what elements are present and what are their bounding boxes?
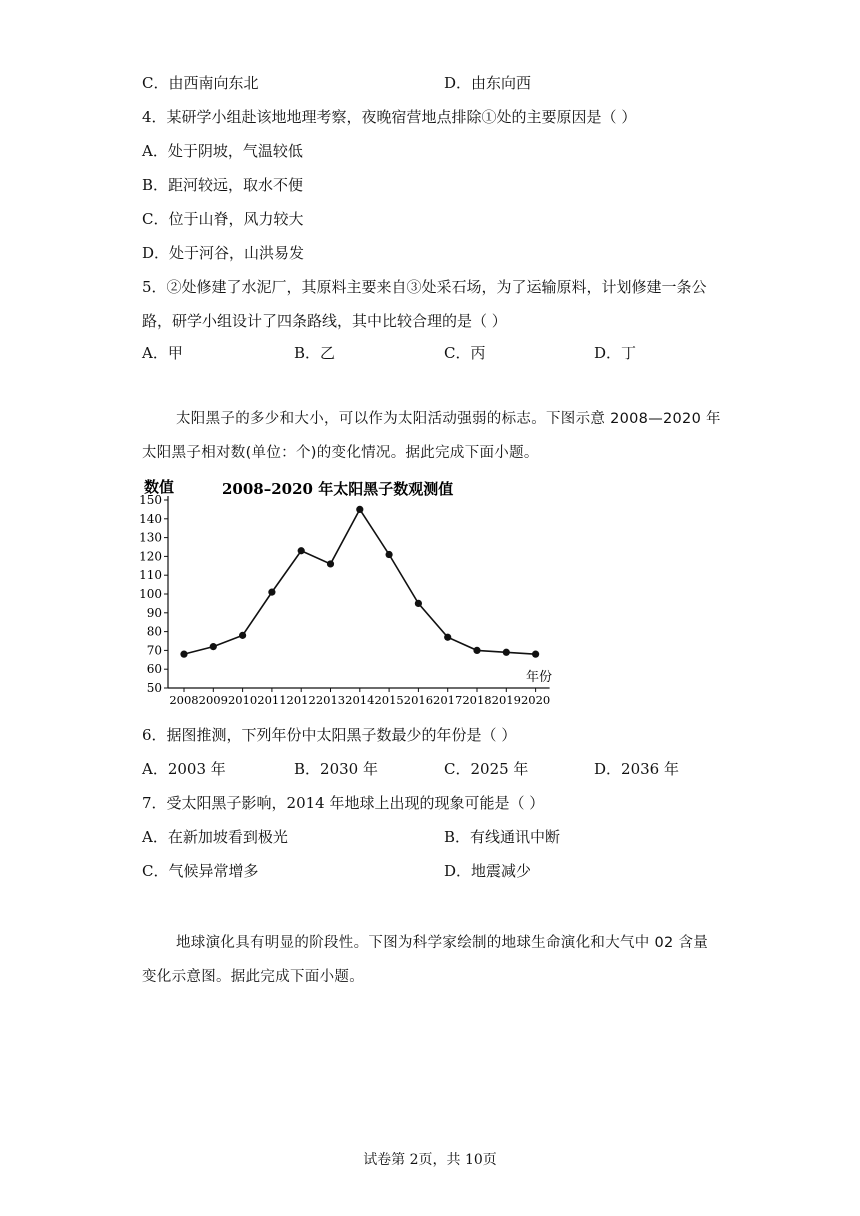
- q6-option-c: C．2025 年: [444, 760, 529, 778]
- x-tick-label: 2018: [462, 693, 492, 707]
- q4-option-b: B．距河较远，取水不便: [142, 176, 304, 194]
- data-point: [444, 634, 451, 641]
- sunspot-intro-line1: 太阳黑子的多少和大小，可以作为太阳活动强弱的标志。下图示意 2008—2020 年: [176, 411, 721, 427]
- sunspot-intro-line2: 太阳黑子相对数(单位：个)的变化情况。据此完成下面小题。: [142, 445, 539, 461]
- y-tick-label: 120: [139, 549, 162, 564]
- data-point: [473, 647, 480, 654]
- data-point: [180, 651, 187, 658]
- data-point: [239, 632, 246, 639]
- y-tick-label: 90: [146, 605, 162, 620]
- x-tick-label: 2013: [315, 693, 346, 707]
- q5-option-b: B．乙: [294, 344, 336, 362]
- q6-option-b: B．2030 年: [294, 760, 378, 778]
- q7-option-b: B．有线通讯中断: [444, 828, 561, 846]
- chart-axes: [168, 496, 553, 688]
- earth-intro-line2: 变化示意图。据此完成下面小题。: [142, 969, 364, 985]
- x-tick-label: 2011: [257, 693, 287, 707]
- data-point: [532, 651, 539, 658]
- chart-y-ticks: [139, 493, 168, 695]
- q4-stem: 4．某研学小组赴该地地理考察，夜晚宿营地点排除①处的主要原因是（ ）: [142, 108, 637, 126]
- data-point: [327, 560, 334, 567]
- y-tick-label: 60: [146, 662, 162, 677]
- sunspot-series-line: [184, 509, 536, 654]
- x-tick-label: 2012: [286, 693, 316, 707]
- data-point: [268, 589, 275, 596]
- q6-option-a: A．2003 年: [142, 760, 226, 778]
- x-tick-label: 2020: [520, 693, 551, 707]
- data-point: [210, 643, 217, 650]
- q7-option-d: D．地震减少: [444, 862, 532, 880]
- x-tick-label: 2014: [345, 693, 375, 707]
- x-tick-label: 2015: [374, 693, 404, 707]
- q6-option-d: D．2036 年: [594, 760, 679, 778]
- x-tick-label: 2008: [169, 693, 199, 707]
- q7-option-a: A．在新加坡看到极光: [142, 828, 288, 846]
- x-tick-label: 2016: [403, 693, 434, 707]
- sunspot-line-chart: [138, 470, 568, 710]
- y-tick-label: 100: [139, 587, 162, 601]
- x-tick-label: 2017: [433, 693, 463, 707]
- y-tick-label: 150: [139, 493, 162, 507]
- q3-option-c: C．由西南向东北: [142, 74, 259, 92]
- chart-x-axis-label: 年份: [526, 670, 553, 685]
- q3-option-d: D．由东向西: [444, 74, 532, 92]
- chart-y-axis-label: 数值: [144, 478, 175, 496]
- x-tick-label: 2009: [198, 693, 228, 707]
- data-point: [386, 551, 393, 558]
- y-tick-label: 70: [146, 643, 162, 658]
- x-tick-label: 2019: [491, 693, 521, 707]
- q4-option-c: C．位于山脊，风力较大: [142, 210, 304, 228]
- q6-stem: 6．据图推测，下列年份中太阳黑子数最少的年份是（ ）: [142, 726, 517, 744]
- earth-intro-line1: 地球演化具有明显的阶段性。下图为科学家绘制的地球生命演化和大气中 02 含量: [176, 935, 709, 951]
- chart-title: 2008–2020 年太阳黑子数观测值: [222, 480, 454, 498]
- y-tick-label: 50: [146, 681, 162, 695]
- q4-option-d: D．处于河谷，山洪易发: [142, 244, 305, 262]
- q5-option-d: D．丁: [594, 344, 637, 362]
- q5-option-a: A．甲: [142, 344, 183, 362]
- q7-stem: 7．受太阳黑子影响，2014 年地球上出现的现象可能是（ ）: [142, 794, 545, 812]
- y-tick-label: 130: [139, 530, 162, 545]
- y-tick-label: 140: [139, 511, 162, 526]
- q7-option-c: C．气候异常增多: [142, 862, 259, 880]
- data-point: [415, 600, 422, 607]
- q5-option-c: C．丙: [444, 344, 486, 362]
- chart-x-ticks: [169, 688, 550, 707]
- q4-option-a: A．处于阴坡，气温较低: [142, 142, 303, 160]
- data-point: [503, 649, 510, 656]
- y-tick-label: 110: [139, 568, 162, 583]
- y-tick-label: 80: [146, 624, 162, 639]
- q5-stem-line2: 路，研学小组设计了四条路线，其中比较合理的是（ ）: [142, 312, 507, 330]
- page-footer: 试卷第 2页，共 10页: [363, 1152, 497, 1168]
- chart-series: [180, 506, 539, 658]
- data-point: [356, 506, 363, 513]
- q5-stem-line1: 5．②处修建了水泥厂，其原料主要来自③处采石场，为了运输原料，计划修建一条公: [142, 278, 707, 296]
- x-tick-label: 2010: [227, 693, 258, 707]
- data-point: [298, 547, 305, 554]
